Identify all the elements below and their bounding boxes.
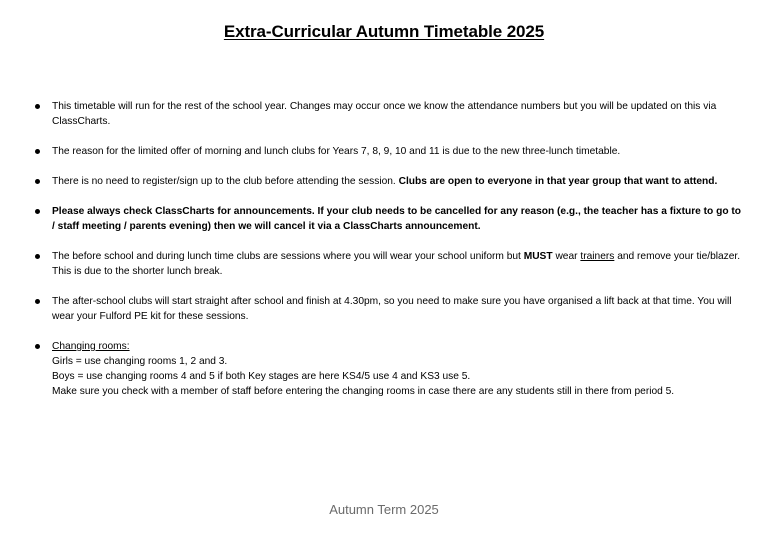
bullet-text: There is no need to register/sign up to the club before attending the session. bbox=[52, 176, 396, 187]
page-footer: Autumn Term 2025 bbox=[329, 502, 439, 517]
bullet-classcharts-announcements bbox=[34, 204, 746, 234]
bullet-underlined-trainers: trainers bbox=[580, 251, 615, 262]
bullet-limited-clubs-reason bbox=[34, 144, 746, 159]
bullet-text: The before school and during lunch time clubs are sessions where you will wear your school uniform but bbox=[52, 251, 521, 262]
info-bullet-list bbox=[34, 99, 746, 414]
changing-rooms-note: Make sure you check with a member of staff before entering the changing rooms in case there are any students still in there from period 5. bbox=[52, 386, 675, 397]
bullet-bold-text: Clubs are open to everyone in that year group that want to attend. bbox=[398, 176, 718, 187]
bullet-text: The after-school clubs will start straight after school and finish at 4.30pm, so you need to make sure you have organised a lift back at that time. You will wear your Fulford PE kit for these sessions. bbox=[52, 296, 732, 322]
bullet-text: The reason for the limited offer of morning and lunch clubs for Years 7, 8, 9, 10 and 11 is due to the new three-lunch timetable. bbox=[52, 146, 621, 157]
bullet-text: Please always check ClassCharts for announcements. If your club needs to be cancelled for any reason (e.g., the teacher has a fixture to go to / staff meeting / parents evening) then we will cancel it via a ClassCharts announcement. bbox=[52, 206, 741, 232]
page-title: Extra-Curricular Autumn Timetable 2025 bbox=[223, 22, 545, 41]
bullet-after-school-clubs bbox=[34, 294, 746, 324]
changing-rooms-girls: Girls = use changing rooms 1, 2 and 3. bbox=[52, 356, 228, 367]
changing-rooms-heading: Changing rooms: bbox=[52, 341, 130, 352]
bullet-text: wear bbox=[555, 251, 578, 262]
bullet-changing-rooms bbox=[34, 339, 746, 399]
bullet-text: This timetable will run for the rest of the school year. Changes may occur once we know the attendance numbers but you will be updated on this via ClassCharts. bbox=[52, 101, 717, 127]
changing-rooms-boys: Boys = use changing rooms 4 and 5 if both Key stages are here KS4/5 use 4 and KS3 use 5. bbox=[52, 371, 471, 382]
bullet-timetable-duration bbox=[34, 99, 746, 129]
bullet-emphasis-must: MUST bbox=[523, 251, 553, 262]
bullet-text: and remove your tie/blazer. This is due to the shorter lunch break. bbox=[52, 251, 741, 277]
bullet-no-registration bbox=[34, 174, 746, 189]
bullet-uniform-rules bbox=[34, 249, 746, 279]
